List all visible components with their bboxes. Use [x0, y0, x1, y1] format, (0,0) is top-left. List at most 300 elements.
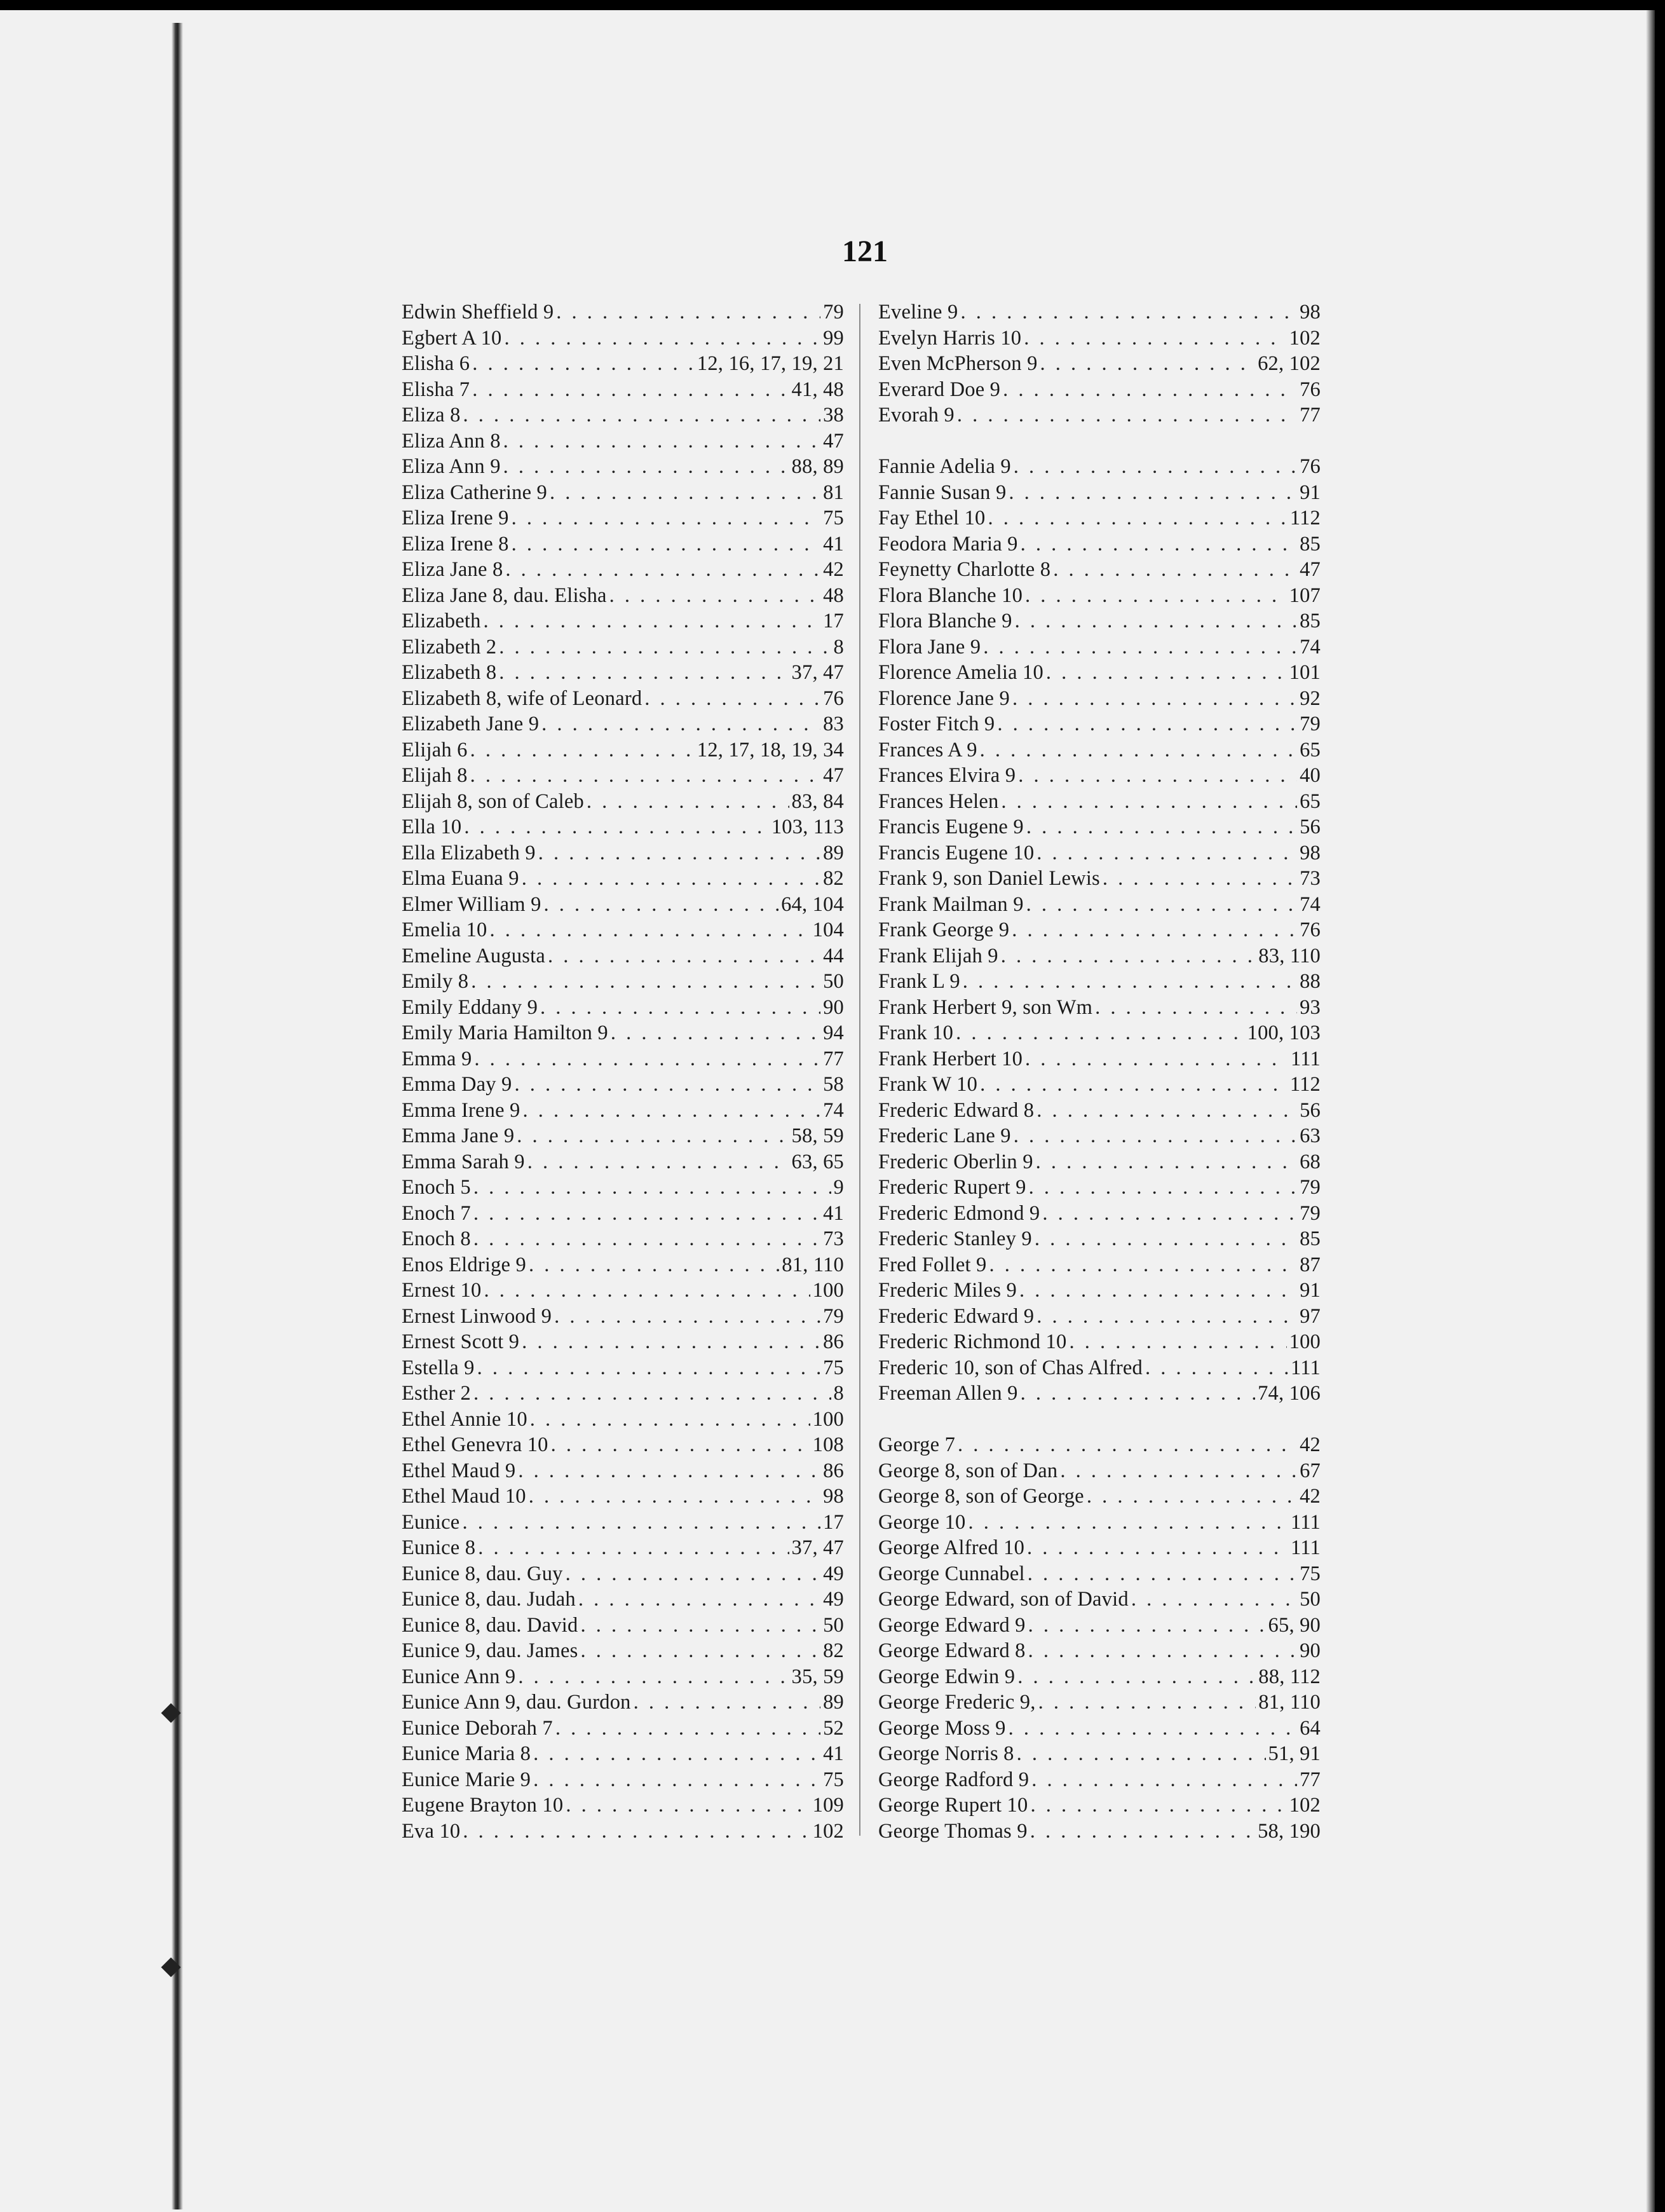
entry-pages: 38: [823, 404, 844, 427]
dot-leader: [997, 711, 1297, 737]
dot-leader: [1021, 1381, 1255, 1407]
dot-leader: [462, 1510, 820, 1536]
dot-leader: [644, 686, 820, 712]
index-entry: [878, 1149, 1321, 1175]
index-entry: [402, 1664, 844, 1690]
index-entry: [402, 1458, 844, 1484]
entry-name: Eunice Marie 9: [402, 1768, 531, 1791]
entry-name: Frederic Edward 8: [878, 1098, 1035, 1122]
entry-name: Elizabeth 2: [402, 635, 497, 659]
index-entry: [878, 1123, 1321, 1149]
entry-name: Francis Eugene 10: [878, 841, 1035, 864]
dot-leader: [1025, 1046, 1288, 1072]
dot-leader: [980, 1072, 1288, 1098]
entry-name: Emma 9: [402, 1047, 472, 1070]
entry-pages: 107: [1289, 584, 1321, 607]
entry-pages: 90: [823, 995, 844, 1019]
index-entry: [402, 1381, 844, 1407]
entry-name: Frank Herbert 10: [878, 1047, 1023, 1070]
entry-pages: 73: [823, 1227, 844, 1250]
entry-name: Emily Maria Hamilton 9: [402, 1021, 608, 1044]
entry-name: Flora Blanche 9: [878, 610, 1012, 632]
entry-pages: 8: [833, 1382, 844, 1405]
entry-pages: 86: [823, 1330, 844, 1353]
entry-name: George Cunnabel: [878, 1562, 1025, 1585]
entry-name: George Rupert 10: [878, 1794, 1028, 1817]
entry-pages: 81, 110: [1258, 1691, 1321, 1714]
dot-leader: [1028, 1561, 1297, 1587]
dot-leader: [1036, 840, 1297, 866]
index-entry: [402, 1432, 844, 1458]
index-entry: [878, 1304, 1321, 1330]
index-entry: [878, 1432, 1321, 1458]
entry-pages: 41, 48: [791, 378, 844, 401]
entry-pages: 74: [1300, 635, 1321, 659]
entry-name: Foster Fitch 9: [878, 713, 995, 735]
dot-leader: [538, 840, 820, 866]
entry-name: Eunice 8, dau. Guy: [402, 1562, 563, 1585]
index-entry: [878, 1329, 1321, 1355]
index-entry: [878, 1510, 1321, 1536]
entry-name: Eliza Catherine 9: [402, 481, 547, 504]
dot-leader: [1024, 325, 1286, 352]
index-entry: [402, 969, 844, 995]
entry-name: George Alfred 10: [878, 1536, 1025, 1559]
index-entry: [402, 1792, 844, 1819]
entry-pages: 82: [823, 867, 844, 890]
dot-leader: [1030, 1792, 1286, 1819]
entry-name: Eliza Jane 8: [402, 558, 503, 581]
entry-pages: 75: [1300, 1562, 1321, 1585]
entry-name: Ernest Scott 9: [402, 1330, 520, 1353]
entry-name: Eliza 8: [402, 404, 461, 427]
entry-pages: 83: [823, 713, 844, 735]
entry-name: Frederic Lane 9: [878, 1124, 1011, 1147]
dot-leader: [550, 480, 820, 506]
entry-pages: 63: [1300, 1124, 1321, 1147]
index-entry: [878, 1046, 1321, 1072]
entry-pages: 76: [1300, 455, 1321, 478]
dot-leader: [499, 634, 831, 660]
entry-name: Frank Herbert 9, son Wm: [878, 995, 1093, 1019]
entry-pages: 88, 89: [791, 455, 844, 478]
entry-pages: 37, 47: [791, 661, 844, 684]
entry-pages: 65, 90: [1268, 1613, 1321, 1637]
index-entry: [402, 1716, 844, 1742]
index-entry: [402, 686, 844, 712]
dot-leader: [1040, 351, 1256, 377]
index-entry: [402, 428, 844, 454]
entry-name: Feynetty Charlotte 8: [878, 558, 1051, 581]
dot-leader: [503, 454, 789, 480]
dot-leader: [1053, 557, 1297, 583]
dot-leader: [1145, 1355, 1288, 1381]
entry-name: Francis Eugene 9: [878, 816, 1024, 838]
index-entry: [402, 583, 844, 609]
entry-name: Elizabeth 8: [402, 661, 497, 684]
entry-name: Eunice: [402, 1510, 460, 1534]
entry-pages: 63, 65: [791, 1150, 844, 1173]
index-entry: [878, 1226, 1321, 1252]
dot-leader: [1036, 1098, 1297, 1124]
entry-pages: 75: [823, 1768, 844, 1791]
entry-pages: 58, 59: [791, 1124, 844, 1147]
dot-leader: [518, 1458, 820, 1484]
dot-leader: [1046, 660, 1287, 686]
dot-leader: [484, 1278, 810, 1304]
index-entry: [878, 557, 1321, 583]
index-entry: [402, 1510, 844, 1536]
entry-pages: 98: [823, 1485, 844, 1508]
entry-name: Ernest Linwood 9: [402, 1304, 552, 1328]
entry-name: Egbert A 10: [402, 326, 502, 350]
dot-leader: [1017, 1741, 1266, 1767]
entry-name: Eunice Ann 9: [402, 1665, 516, 1688]
index-entry: [402, 480, 844, 506]
index-entry: [402, 402, 844, 428]
entry-pages: 92: [1300, 686, 1321, 710]
index-entry: [878, 1638, 1321, 1664]
index-entry: [402, 1278, 844, 1304]
index-entry: [878, 789, 1321, 815]
entry-name: George Edward, son of David: [878, 1588, 1129, 1611]
index-entry: [402, 660, 844, 686]
dot-leader: [548, 943, 820, 969]
entry-pages: 112: [1289, 1073, 1321, 1096]
entry-name: Enoch 7: [402, 1201, 471, 1225]
dot-leader: [474, 1046, 820, 1072]
entry-name: George Edward 9: [878, 1613, 1026, 1637]
index-entry: [878, 763, 1321, 789]
entry-name: Elma Euana 9: [402, 867, 519, 890]
entry-pages: 81, 110: [782, 1253, 844, 1276]
entry-pages: 49: [823, 1562, 844, 1585]
dot-leader: [478, 1535, 789, 1561]
index-entry: [878, 1201, 1321, 1227]
entry-name: Feodora Maria 9: [878, 532, 1018, 556]
entry-pages: 81: [823, 481, 844, 504]
index-entry: [878, 583, 1321, 609]
entry-name: Frederic Miles 9: [878, 1279, 1017, 1302]
entry-name: Ethel Maud 9: [402, 1459, 516, 1482]
index-entry: [402, 1072, 844, 1098]
index-entry: [402, 917, 844, 943]
dot-leader: [529, 1484, 820, 1510]
entry-pages: 62, 102: [1258, 352, 1321, 375]
index-entry: [878, 660, 1321, 686]
index-entry: [402, 1329, 844, 1355]
index-entry: [878, 428, 1321, 454]
entry-pages: 77: [823, 1047, 844, 1070]
dot-leader: [988, 505, 1288, 531]
dot-leader: [968, 1510, 1288, 1536]
entry-pages: 76: [823, 686, 844, 710]
index-entry: [878, 1535, 1321, 1561]
entry-pages: 52: [823, 1716, 844, 1740]
entry-name: Flora Blanche 10: [878, 584, 1023, 607]
entry-pages: 111: [1291, 1536, 1321, 1559]
entry-name: Eliza Ann 8: [402, 429, 501, 453]
dot-leader: [522, 866, 820, 892]
entry-pages: 100: [812, 1279, 844, 1302]
dot-leader: [1036, 1304, 1297, 1330]
entry-name: Frank Elijah 9: [878, 944, 998, 967]
entry-pages: 109: [812, 1794, 844, 1817]
entry-pages: 12, 16, 17, 19, 21: [697, 352, 844, 375]
entry-pages: 58, 190: [1258, 1819, 1321, 1843]
index-entry: [878, 1613, 1321, 1639]
entry-name: Frank Mailman 9: [878, 892, 1024, 916]
dot-leader: [578, 1587, 820, 1613]
entry-name: George Frederic 9,: [878, 1691, 1036, 1714]
entry-pages: 104: [812, 918, 844, 941]
index-entry: [402, 531, 844, 557]
entry-pages: 103, 113: [771, 816, 844, 838]
entry-name: Elmer William 9: [402, 892, 541, 916]
dot-leader: [533, 1741, 820, 1767]
dot-leader: [1038, 1690, 1256, 1716]
dot-leader: [587, 789, 789, 815]
index-entry: [878, 1587, 1321, 1613]
entry-name: Eunice 8, dau. David: [402, 1613, 578, 1637]
entry-pages: 12, 17, 18, 19, 34: [697, 738, 844, 761]
index-entry: [878, 299, 1321, 325]
entry-pages: 49: [823, 1588, 844, 1611]
entry-pages: 50: [1300, 1588, 1321, 1611]
dot-leader: [530, 1407, 810, 1433]
entry-pages: 47: [823, 429, 844, 453]
dot-leader: [473, 1175, 831, 1201]
dot-leader: [1087, 1484, 1297, 1510]
index-entry: [878, 1716, 1321, 1742]
index-entry: [878, 1458, 1321, 1484]
index-entry: [878, 480, 1321, 506]
index-entry: [402, 1613, 844, 1639]
entry-pages: 48: [823, 584, 844, 607]
index-entry: [878, 1278, 1321, 1304]
entry-name: Eunice Ann 9, dau. Gurdon: [402, 1691, 631, 1714]
entry-name: Esther 2: [402, 1382, 472, 1405]
dot-leader: [1027, 1535, 1288, 1561]
dot-leader: [1018, 763, 1297, 789]
entry-name: George 7: [878, 1433, 956, 1456]
index-entry: [402, 789, 844, 815]
dot-leader: [499, 660, 789, 686]
index-entry: [878, 1020, 1321, 1046]
index-entry: [402, 1201, 844, 1227]
index-entry: [878, 402, 1321, 428]
index-entry: [878, 711, 1321, 737]
entry-pages: 47: [1300, 558, 1321, 581]
entry-pages: 42: [1300, 1433, 1321, 1456]
entry-name: Everard Doe 9: [878, 378, 1001, 401]
entry-pages: 98: [1300, 301, 1321, 324]
index-entry: [878, 531, 1321, 557]
index-entry: [402, 1407, 844, 1433]
page-number: 121: [842, 235, 888, 268]
dot-leader: [1060, 1458, 1297, 1484]
index-entry: [402, 995, 844, 1021]
entry-name: Fred Follet 9: [878, 1253, 987, 1276]
entry-pages: 17: [823, 610, 844, 632]
entry-name: Elisha 6: [402, 352, 470, 375]
entry-name: Ella Elizabeth 9: [402, 841, 536, 864]
entry-pages: 8: [833, 635, 844, 659]
entry-pages: 65: [1300, 738, 1321, 761]
entry-pages: 102: [1289, 326, 1321, 350]
index-entry: [402, 1587, 844, 1613]
dot-leader: [1036, 1149, 1297, 1175]
entry-pages: 79: [1300, 1176, 1321, 1199]
entry-pages: 47: [823, 764, 844, 787]
dot-leader: [470, 737, 695, 763]
entry-name: Edwin Sheffield 9: [402, 301, 554, 324]
dot-leader: [555, 1716, 820, 1742]
entry-pages: 85: [1300, 610, 1321, 632]
index-entry: [402, 1638, 844, 1664]
entry-name: Emma Day 9: [402, 1073, 512, 1096]
index-entry: [878, 634, 1321, 660]
entry-name: Enoch 5: [402, 1176, 471, 1199]
entry-name: Eunice 8: [402, 1536, 476, 1559]
index-entry: [878, 1664, 1321, 1690]
dot-leader: [983, 634, 1297, 660]
dot-leader: [1042, 1201, 1297, 1227]
entry-pages: 51, 91: [1268, 1742, 1321, 1765]
entry-name: Flora Jane 9: [878, 635, 981, 659]
index-entry: [878, 1072, 1321, 1098]
index-entry: [402, 377, 844, 403]
entry-name: Enos Eldrige 9: [402, 1253, 526, 1276]
entry-pages: 9: [833, 1176, 844, 1199]
entry-name: Ethel Genevra 10: [402, 1433, 548, 1456]
entry-name: Elisha 7: [402, 378, 470, 401]
index-entry: [402, 1123, 844, 1149]
entry-pages: 89: [823, 1691, 844, 1714]
entry-name: Frances Helen: [878, 789, 999, 813]
entry-name: Evelyn Harris 10: [878, 326, 1022, 350]
entry-pages: 83, 84: [791, 789, 844, 813]
index-entry: [878, 892, 1321, 918]
index-entry: [402, 608, 844, 634]
entry-name: Florence Jane 9: [878, 686, 1010, 710]
index-entry: [402, 634, 844, 660]
dot-leader: [1028, 1638, 1297, 1664]
index-entry: [878, 505, 1321, 531]
entry-name: Eunice Deborah 7: [402, 1716, 553, 1740]
entry-name: Elizabeth: [402, 610, 481, 632]
entry-pages: 90: [1300, 1639, 1321, 1662]
entry-name: Eugene Brayton 10: [402, 1794, 564, 1817]
entry-pages: 88, 112: [1258, 1665, 1321, 1688]
dot-leader: [471, 969, 820, 995]
entry-pages: 112: [1289, 507, 1321, 529]
index-entry: [402, 1741, 844, 1767]
entry-name: Eliza Irene 9: [402, 507, 509, 529]
index-entry: [402, 1535, 844, 1561]
dot-leader: [1009, 1716, 1297, 1742]
entry-pages: 76: [1300, 918, 1321, 941]
entry-pages: 77: [1300, 404, 1321, 427]
entry-name: George 10: [878, 1510, 966, 1534]
entry-pages: 111: [1291, 1047, 1321, 1070]
dot-leader: [522, 1098, 820, 1124]
entry-name: Eunice Maria 8: [402, 1742, 531, 1765]
entry-pages: 41: [823, 1201, 844, 1225]
page-edge-shadow: [1646, 10, 1655, 2212]
entry-name: Ella 10: [402, 816, 462, 838]
dot-leader: [1009, 480, 1297, 506]
dot-leader: [463, 402, 821, 428]
dot-leader: [512, 531, 820, 557]
entry-pages: 86: [823, 1459, 844, 1482]
entry-pages: 64: [1300, 1716, 1321, 1740]
entry-name: George 8, son of Dan: [878, 1459, 1058, 1482]
dot-leader: [566, 1561, 820, 1587]
column-divider: [859, 304, 860, 1836]
entry-pages: 41: [823, 532, 844, 556]
entry-pages: 65: [1300, 789, 1321, 813]
entry-pages: 102: [812, 1819, 844, 1843]
dot-leader: [1031, 1767, 1297, 1793]
entry-name: Enoch 8: [402, 1227, 471, 1250]
dot-leader: [541, 711, 820, 737]
index-entry: [878, 1819, 1321, 1845]
entry-pages: 68: [1300, 1150, 1321, 1173]
entry-name: Frederic Edward 9: [878, 1304, 1035, 1328]
index-entry: [402, 1355, 844, 1381]
dot-leader: [518, 1664, 789, 1690]
index-entry: [878, 686, 1321, 712]
dot-leader: [527, 1149, 789, 1175]
index-entry: [878, 1561, 1321, 1587]
entry-name: Frances Elvira 9: [878, 764, 1016, 787]
entry-name: Eunice 9, dau. James: [402, 1639, 578, 1662]
index-entry: [878, 1381, 1321, 1407]
entry-name: George Moss 9: [878, 1716, 1006, 1740]
index-entry: [402, 1020, 844, 1046]
index-entry: [878, 969, 1321, 995]
dot-leader: [503, 428, 820, 454]
entry-name: Fay Ethel 10: [878, 507, 986, 529]
dot-leader: [540, 995, 820, 1021]
entry-name: Frederic 10, son of Chas Alfred: [878, 1356, 1143, 1379]
entry-pages: 85: [1300, 532, 1321, 556]
entry-pages: 91: [1300, 1279, 1321, 1302]
entry-name: Frank George 9: [878, 918, 1010, 941]
entry-pages: 85: [1300, 1227, 1321, 1250]
entry-name: Emelia 10: [402, 918, 487, 941]
dot-leader: [634, 1690, 820, 1716]
entry-name: Eva 10: [402, 1819, 461, 1843]
entry-name: Frederic Edmond 9: [878, 1201, 1040, 1225]
index-entry: [402, 840, 844, 866]
entry-pages: 100, 103: [1247, 1021, 1321, 1044]
dot-leader: [1019, 1278, 1297, 1304]
entry-name: George Norris 8: [878, 1742, 1014, 1765]
dot-leader: [1012, 686, 1297, 712]
index-entry: [402, 1690, 844, 1716]
index-entry: [878, 1407, 1321, 1433]
entry-name: Frank 9, son Daniel Lewis: [878, 867, 1100, 890]
entry-pages: 101: [1289, 661, 1321, 684]
index-entry: [878, 995, 1321, 1021]
index-entry: [402, 763, 844, 789]
dot-leader: [472, 351, 695, 377]
index-entry: [878, 814, 1321, 840]
entry-name: Emma Sarah 9: [402, 1150, 525, 1173]
index-entry: [402, 454, 844, 480]
